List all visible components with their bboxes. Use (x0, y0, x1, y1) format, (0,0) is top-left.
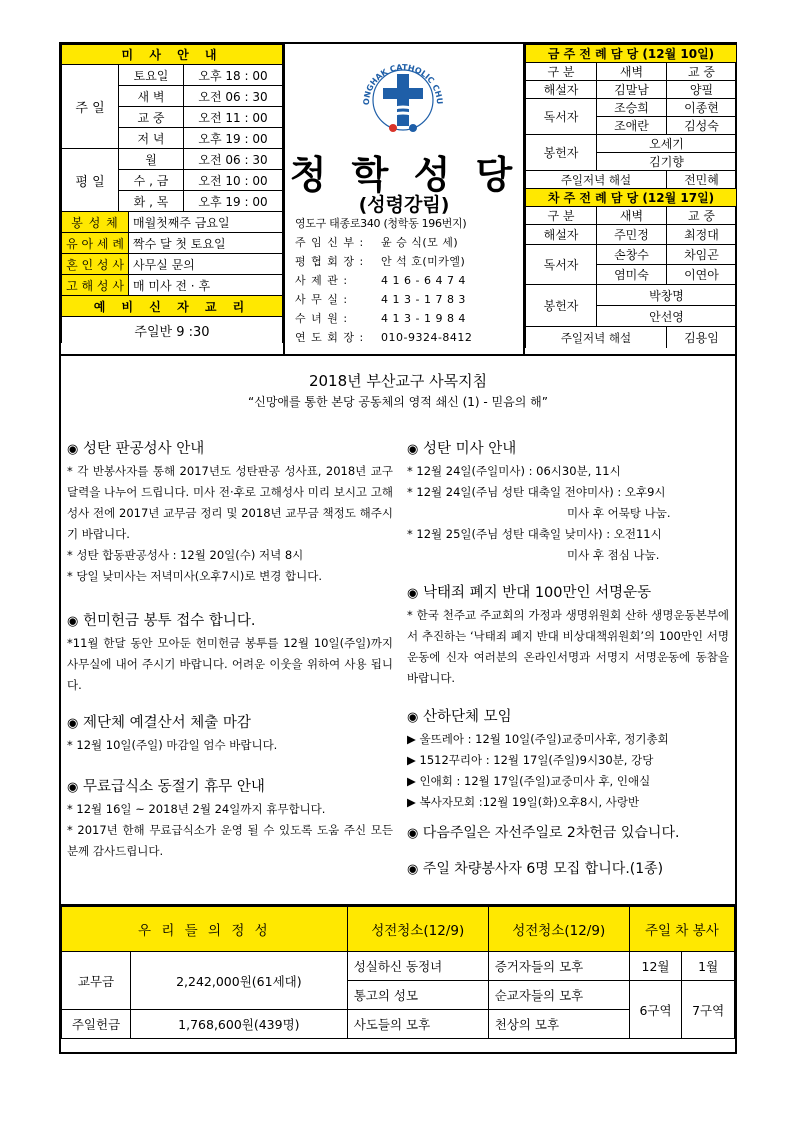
schedule-time: 오전 10 : 00 (184, 170, 283, 191)
section-title (407, 582, 729, 605)
sacrament-label: 혼 인 성 사 (62, 254, 129, 275)
section-line: * 12월 16일 ~ 2018년 2월 24일까지 휴무합니다. (67, 802, 326, 816)
sunday-offering-label: 주일헌금 (62, 1010, 131, 1039)
sacrament-label: 고 해 성 사 (62, 275, 129, 296)
commentator-label: 해설자 (526, 225, 597, 245)
col-label: 교 중 (666, 207, 736, 225)
liturgy-duty-panel (523, 44, 737, 354)
this-week-header: 금 주 전 례 담 당 (12월 10일) (526, 45, 737, 63)
budget-report-section (67, 712, 393, 756)
car-service-header: 주일 차 봉사 (629, 907, 734, 952)
schedule-time: 오후 19 : 00 (184, 128, 283, 149)
list-item (407, 729, 729, 750)
parish-logo (355, 52, 451, 142)
sacrament-table (61, 211, 283, 343)
contact-value: 윤 승 식(모 세) (381, 236, 459, 249)
parish-info-panel (285, 44, 523, 354)
contact-label: 연 도 회 장 : (295, 331, 365, 344)
bullet-icon: ◉ (67, 780, 79, 795)
cleaning-group: 성실하신 동정녀 (347, 952, 488, 981)
lector-dawn: 조애란 (597, 117, 667, 135)
groups-meeting-section (407, 706, 729, 813)
car-month: 1월 (682, 952, 735, 981)
notice-text: 다음주일은 자선주일로 2차헌금 있습니다. (422, 825, 680, 841)
contact-label: 수 녀 원 : (295, 312, 349, 325)
cleaning-header: 성전청소(12/9) (347, 907, 488, 952)
bullet-icon: ◉ (67, 716, 79, 731)
col-label: 새벽 (597, 63, 667, 81)
car-zone: 6구역 (629, 981, 682, 1039)
sacrament-value: 짝수 달 첫 토요일 (129, 233, 283, 254)
offertory-label: 봉헌자 (526, 135, 597, 171)
section-line: 미사 후 점심 나눔. (567, 548, 660, 562)
contact-row (295, 271, 521, 290)
section-line: * 당일 낮미사는 저녁미사(오후7시)로 변경 합니다. (67, 569, 323, 583)
section-line: * 성탄 합동판공성사 : 12월 20일(수) 저녁 8시 (67, 548, 304, 562)
contact-row (295, 328, 521, 347)
section-title-text: 성탄 판공성사 안내 (82, 441, 205, 457)
car-zone: 7구역 (682, 981, 735, 1039)
commentator-main: 최정대 (666, 225, 736, 245)
top-section (61, 44, 735, 356)
col-label: 교 중 (666, 63, 736, 81)
contact-row (295, 309, 521, 328)
contact-value: 010-9324-8412 (381, 331, 473, 344)
bullet-icon: ◉ (407, 710, 419, 725)
sacrament-value: 매월첫째주 금요일 (129, 212, 283, 233)
list-item (407, 792, 729, 813)
schedule-time: 오전 06 : 30 (184, 86, 283, 107)
bullet-icon: ◉ (407, 826, 419, 841)
lector-main: 차임곤 (666, 245, 736, 265)
schedule-day: 화 , 목 (119, 191, 184, 212)
cleaning-group: 증거자들의 모후 (488, 952, 629, 981)
triangle-icon: ▶ (407, 795, 416, 809)
list-item-text: 울뜨레아 : 12월 10일(주일)교중미사후, 정기총회 (419, 732, 669, 746)
bullet-icon: ◉ (67, 614, 79, 629)
evening-label: 주일저녁 해설 (526, 171, 667, 189)
parish-contacts (295, 214, 521, 347)
list-item-text: 복사자모회 :12월 19일(화)오후8시, 사랑반 (419, 795, 640, 809)
logo-korean (355, 12, 366, 13)
free-meal-section (67, 776, 393, 862)
section-line: * 12월 25일(주님 성탄 대축일 낮미사) : 오전11시 (407, 527, 662, 541)
list-item (407, 750, 729, 771)
dues-label: 교무금 (62, 952, 131, 1010)
mass-schedule-table (61, 44, 283, 212)
section-title-text: 무료급식소 동절기 휴무 안내 (82, 779, 265, 795)
list-item (407, 771, 729, 792)
section-title-text: 제단체 예결산서 체출 마감 (82, 715, 251, 731)
next-week-duty-table (525, 188, 737, 348)
parish-address: 영도구 태종로340 (청학동 196번지) (295, 217, 467, 230)
schedule-time: 오후 18 : 00 (184, 65, 283, 86)
policy-title: 2018년 부산교구 사목지침 (308, 372, 488, 390)
list-item-text: 1512꾸리아 : 12월 17일(주일)9시30분, 강당 (419, 753, 654, 767)
section-title (67, 610, 393, 633)
contact-value: 4 1 3 - 1 9 8 4 (381, 312, 466, 325)
section-line: 미사 후 어묵탕 나눔. (567, 506, 671, 520)
offering-header: 우 리 들 의 정 성 (62, 907, 348, 952)
sacrament-value: 사무실 문의 (129, 254, 283, 275)
lector-dawn: 염미숙 (597, 265, 667, 285)
mass-header: 미 사 안 내 (62, 45, 283, 65)
parish-subtitle: (성령강림) (358, 194, 450, 216)
section-title-text: 성탄 미사 안내 (422, 441, 517, 457)
contact-label: 평 협 회 장 : (295, 255, 365, 268)
schedule-day: 저 녁 (119, 128, 184, 149)
section-para: * 2017년 한해 무료급식소가 운영 될 수 있도록 도움 주신 모든 분께 감사드립니다. (67, 823, 393, 858)
col-label: 구 분 (526, 63, 597, 81)
next-week-header: 차 주 전 례 담 당 (12월 17일) (526, 189, 737, 207)
contact-value: 4 1 3 - 1 7 8 3 (381, 293, 466, 306)
catechism-value: 주일반 9 :30 (62, 317, 283, 344)
catechism-header: 예 비 신 자 교 리 (62, 296, 283, 317)
cleaning-group: 사도들의 모후 (347, 1010, 488, 1039)
commentator-main: 양필 (666, 81, 736, 99)
contact-value: 안 석 호(미카엘) (381, 255, 466, 268)
lector-label: 독서자 (526, 99, 597, 135)
contact-value: 4 1 6 - 6 4 7 4 (381, 274, 466, 287)
section-line: * 12월 24일(주일미사) : 06시30분, 11시 (407, 464, 621, 478)
section-title-text: 산하단체 모임 (422, 709, 512, 725)
section-title (67, 712, 393, 735)
petition-section (407, 582, 729, 689)
rice-offering-section (67, 610, 393, 696)
evening-label: 주일저녁 해설 (526, 327, 667, 349)
bulletin-page (59, 42, 737, 1054)
sunday-label: 주 일 (62, 65, 119, 149)
section-title (67, 438, 393, 461)
announcements-section (61, 356, 735, 906)
church-logo-icon (355, 52, 451, 142)
notice-volunteers (407, 858, 733, 881)
contact-row (295, 252, 521, 271)
policy-subtitle: “신망애를 통한 본당 공동체의 영적 쇄신 (1) - 믿음의 해” (248, 395, 548, 409)
sunday-offering-value: 1,768,600원(439명) (131, 1010, 348, 1039)
section-line: * 12월 10일(주일) 마감일 엄수 바랍니다. (67, 738, 278, 752)
schedule-day: 새 벽 (119, 86, 184, 107)
cleaning-group: 천상의 모후 (488, 1010, 629, 1039)
evening-value: 김용임 (666, 327, 736, 349)
contact-label: 사 무 실 : (295, 293, 349, 306)
offertory-name: 오세기 (597, 135, 737, 153)
section-title (407, 706, 729, 729)
christmas-confession-section (67, 438, 393, 587)
triangle-icon: ▶ (407, 753, 416, 767)
lector-main: 이연아 (666, 265, 736, 285)
notice-text: 주일 차량봉사자 6명 모집 합니다.(1종) (422, 861, 664, 877)
offertory-name: 김기향 (597, 153, 737, 171)
section-title-text: 헌미헌금 봉투 접수 합니다. (82, 613, 256, 629)
lector-main: 김성숙 (666, 117, 736, 135)
section-title (67, 776, 393, 799)
mass-schedule-panel (61, 44, 285, 354)
triangle-icon: ▶ (407, 774, 416, 788)
cleaning-header: 성전청소(12/9) (488, 907, 629, 952)
commentator-dawn: 주민정 (597, 225, 667, 245)
contact-label: 주 임 신 부 : (295, 236, 365, 249)
bottom-section (61, 906, 735, 1052)
contact-row (295, 290, 521, 309)
logo-arc-text: ONGHAK CATHOLIC CHU (361, 62, 445, 106)
evening-value: 전민혜 (666, 171, 736, 189)
section-title-text: 낙태죄 폐지 반대 100만인 서명운동 (422, 585, 652, 601)
sacrament-label: 유 아 세 례 (62, 233, 129, 254)
schedule-time: 오전 06 : 30 (184, 149, 283, 170)
cleaning-group: 통고의 성모 (347, 981, 488, 1010)
sacrament-value: 매 미사 전 · 후 (129, 275, 283, 296)
schedule-day: 월 (119, 149, 184, 170)
parish-name: 청 학 성 당 (289, 153, 519, 197)
section-para: * 각 반봉사자를 통해 2017년도 성탄판공 성사표, 2018년 교구달력을 나누어 드립니다. 미사 전·후로 고해성사 미리 보시고 고해성사 전에 2017년 교무금 정리 및 2018년 교무금 책정도 해주시기 바랍니다. (67, 464, 393, 541)
bullet-icon: ◉ (407, 862, 419, 877)
contact-row (295, 233, 521, 252)
offertory-label: 봉헌자 (526, 285, 597, 327)
this-week-duty-table (525, 44, 737, 189)
schedule-time: 오전 11 : 00 (184, 107, 283, 128)
section-line: * 12월 24일(주님 성탄 대축일 전야미사) : 오후9시 (407, 485, 666, 499)
bullet-icon: ◉ (407, 442, 419, 457)
weekday-label: 평 일 (62, 149, 119, 212)
schedule-day: 수 , 금 (119, 170, 184, 191)
lector-label: 독서자 (526, 245, 597, 285)
car-month: 12월 (629, 952, 682, 981)
lector-main: 이종현 (666, 99, 736, 117)
cleaning-group: 순교자들의 모후 (488, 981, 629, 1010)
triangle-icon: ▶ (407, 732, 416, 746)
sacrament-label: 봉 성 체 (62, 212, 129, 233)
lector-dawn: 손창수 (597, 245, 667, 265)
list-item-text: 인애회 : 12월 17일(주일)교중미사 후, 인애실 (419, 774, 651, 788)
commentator-dawn: 김말남 (597, 81, 667, 99)
section-title (407, 438, 729, 461)
bottom-table (61, 906, 735, 1039)
christmas-mass-section (407, 438, 729, 566)
section-para: * 한국 천주교 주교회의 가정과 생명위원회 산하 생명운동본부에서 추진하는 ‘낙태죄 폐지 반대 비상대책위원회’의 100만인 서명운동에 신자 여러분의 온라인서명과 서명지 서명운동에 동참을 바랍니다. (407, 608, 729, 685)
col-label: 새벽 (597, 207, 667, 225)
offertory-name: 박창명 (597, 285, 737, 306)
offertory-name: 안선영 (597, 306, 737, 327)
schedule-time: 오후 19 : 00 (184, 191, 283, 212)
lector-dawn: 조승희 (597, 99, 667, 117)
bullet-icon: ◉ (67, 442, 79, 457)
schedule-day: 토요일 (119, 65, 184, 86)
col-label: 구 분 (526, 207, 597, 225)
bullet-icon: ◉ (407, 586, 419, 601)
schedule-day: 교 중 (119, 107, 184, 128)
section-para: *11월 한달 동안 모아둔 헌미헌금 봉투를 12월 10일(주일)까지 사무실에 내어 주시기 바랍니다. 어려운 이웃을 위하여 사용 됩니다. (67, 636, 393, 692)
notice-second-collection (407, 822, 733, 845)
dues-value: 2,242,000원(61세대) (131, 952, 348, 1010)
contact-label: 사 제 관 : (295, 274, 349, 287)
commentator-label: 해설자 (526, 81, 597, 99)
